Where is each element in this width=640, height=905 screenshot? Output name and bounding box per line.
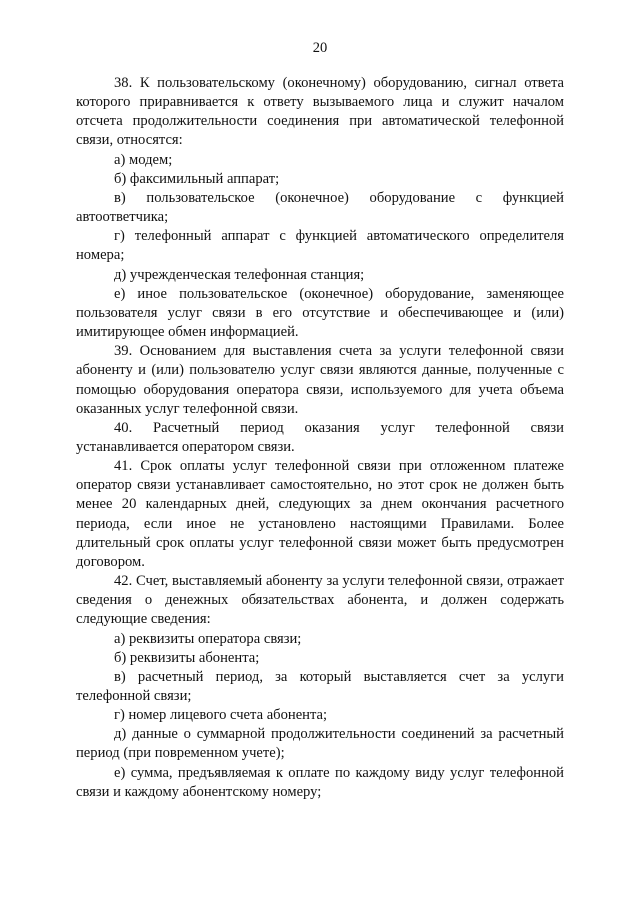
list-item-42b: б) реквизиты абонента;: [114, 649, 260, 666]
list-item-38d: д) учрежденческая телефонная станция;: [114, 266, 365, 283]
list-item-38a: а) модем;: [114, 151, 173, 168]
list-item-38v: в) пользовательское (оконечное) оборудование с функцией автоответчика;: [76, 189, 564, 226]
list-item-42v: в) расчетный период, за который выставляется счет за услуги телефонной связи;: [76, 668, 564, 704]
list-item-42d: д) данные о суммарной продолжительности соединений за расчетный период (при повременном учете);: [76, 726, 564, 762]
list-item-42e: е) сумма, предъявляемая к оплате по каждому виду услуг телефонной связи и каждому абонентскому номеру;: [76, 764, 564, 800]
list-item-38b: б) факсимильный аппарат;: [114, 170, 280, 187]
paragraph-40: 40. Расчетный период оказания услуг телефонной связи устанавливается оператором связи.: [76, 419, 564, 455]
list-item-38g: г) телефонный аппарат с функцией автоматического определителя номера;: [76, 228, 564, 264]
page-number: 20: [312, 40, 328, 56]
list-item-42g: г) номер лицевого счета абонента;: [114, 707, 328, 724]
list-item-42a: а) реквизиты оператора связи;: [114, 630, 302, 647]
paragraph-38: 38. К пользовательскому (оконечному) оборудованию, сигнал ответа которого приравнивается к ответу вызываемого лица и служит началом отсчета продолжительности соединения при автоматической телефонной связи, относятся:: [76, 75, 564, 149]
paragraph-39: 39. Основанием для выставления счета за услуги телефонной связи абоненту и (или) пользователю услуг связи являются данные, полученные с помощью оборудования оператора связи, используемого для учета объема оказанных услуг телефонной связи.: [76, 343, 564, 417]
paragraph-42: 42. Счет, выставляемый абоненту за услуги телефонной связи, отражает сведения о денежных обязательствах абонента, и должен содержать следующие сведения:: [76, 573, 564, 628]
document-body: [76, 74, 564, 802]
list-item-38e: е) иное пользовательское (оконечное) оборудование, заменяющее пользователя услуг связи в его отсутствие и обеспечивающее и (или) имитирующее обмен информацией.: [76, 285, 564, 341]
paragraph-41: 41. Срок оплаты услуг телефонной связи при отложенном платеже оператор связи устанавливает самостоятельно, но этот срок не должен быть менее 20 календарных дней, следующих за днем окончания расчетного периода, если иное не установлено настоящими Правилами. Более длительный срок оплаты услуг телефонной связи может быть предусмотрен договором.: [76, 458, 564, 570]
